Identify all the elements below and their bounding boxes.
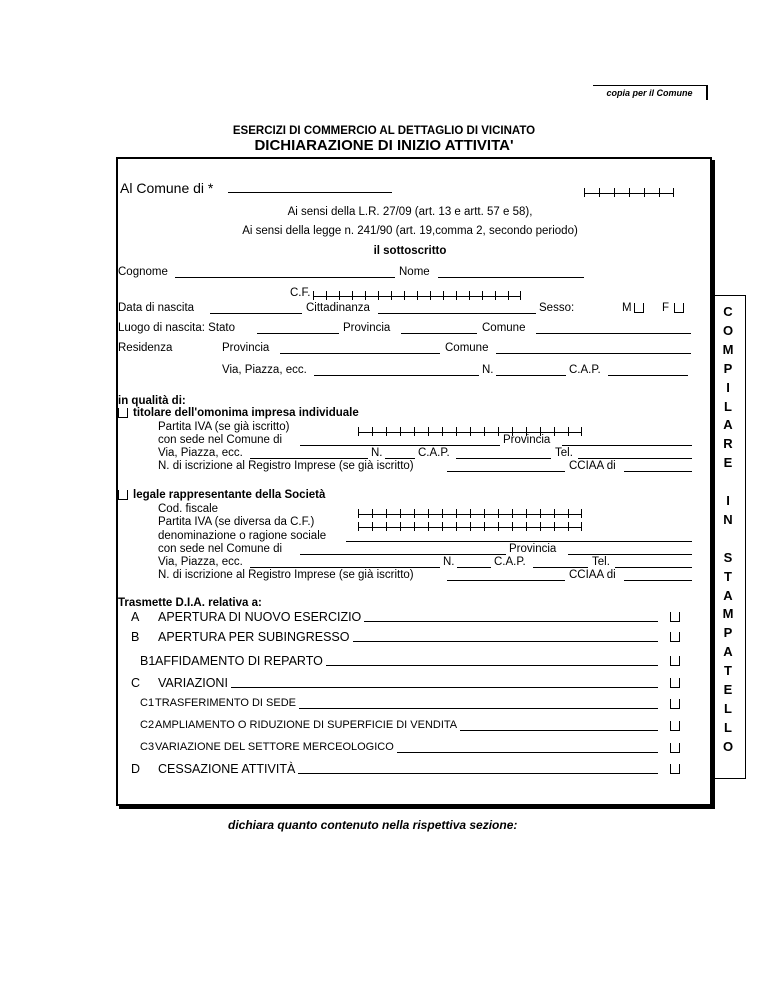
cell[interactable] <box>313 291 326 300</box>
societa-via-label: Via, Piazza, ecc. <box>158 556 243 568</box>
form-title: DICHIARAZIONE DI INIZIO ATTIVITA' <box>254 137 514 154</box>
cell[interactable] <box>584 188 599 197</box>
sesso-label: Sesso: <box>539 302 575 314</box>
luogo-comune-label: Comune <box>482 322 526 334</box>
cell[interactable] <box>352 291 365 300</box>
legale-checkbox[interactable] <box>118 490 128 500</box>
side-letter: T <box>724 568 732 584</box>
societa-iscrizione-label: N. di iscrizione al Registro Imprese (se già iscritto) <box>158 569 414 581</box>
denominazione-label: denominazione o ragione sociale <box>158 530 327 542</box>
dia-item-line <box>460 719 658 731</box>
titolare-tel-label: Tel. <box>555 447 573 459</box>
dia-item-label: APERTURA DI NUOVO ESERCIZIO <box>158 610 362 624</box>
side-letter: L <box>724 398 732 414</box>
data-nascita-label: Data di nascita <box>118 302 195 314</box>
societa-sede-label: con sede nel Comune di <box>158 543 283 555</box>
dia-item-code: B <box>131 630 140 644</box>
side-letter: I <box>726 493 730 508</box>
sesso-f-label: F <box>662 302 670 314</box>
cognome-input[interactable] <box>175 266 395 278</box>
dia-item-label: VARIAZIONI <box>158 676 228 690</box>
societa-tel-label: Tel. <box>592 556 610 568</box>
dia-item-line <box>364 610 658 622</box>
sottoscritto-heading: il sottoscritto <box>373 245 447 257</box>
side-letter: N <box>723 511 733 527</box>
cell[interactable] <box>470 509 484 518</box>
cell[interactable] <box>417 291 430 300</box>
side-letter: L <box>724 719 732 735</box>
residenza-label: Residenza <box>118 342 173 354</box>
dia-item-checkbox[interactable] <box>670 764 680 774</box>
titolare-cap-input[interactable] <box>456 447 551 459</box>
societa-cap-label: C.A.P. <box>494 556 526 568</box>
cell[interactable] <box>554 509 568 518</box>
societa-cciaa-input[interactable] <box>624 569 692 581</box>
cell[interactable] <box>428 509 442 518</box>
cell[interactable] <box>482 291 495 300</box>
titolare-n-input[interactable] <box>385 447 415 459</box>
side-letter: P <box>723 360 733 376</box>
luogo-provincia-input[interactable] <box>401 322 477 334</box>
cell[interactable] <box>400 509 414 518</box>
cell[interactable] <box>568 509 582 518</box>
cell[interactable] <box>386 509 400 518</box>
titolare-label: titolare dell'omonima impresa individuale <box>133 407 359 419</box>
cell[interactable] <box>484 509 498 518</box>
titolare-iscrizione-input[interactable] <box>447 460 565 472</box>
cell[interactable] <box>326 291 339 300</box>
cell[interactable] <box>629 188 644 197</box>
side-letter: O <box>722 738 734 754</box>
legal-ref-1: Ai sensi della L.R. 27/09 (art. 13 e artt. 57 e 58), <box>287 206 533 218</box>
dia-item-checkbox[interactable] <box>670 612 680 622</box>
side-letter: R <box>723 436 733 452</box>
residenza-provincia-input[interactable] <box>280 342 440 354</box>
dia-item-code: C <box>131 676 141 690</box>
luogo-stato-input[interactable] <box>257 322 339 334</box>
dia-item-code: C1 <box>140 697 155 709</box>
side-letter: S <box>723 549 733 565</box>
societa-cciaa-label: CCIAA di <box>569 569 616 581</box>
residenza-cap-input[interactable] <box>608 364 688 376</box>
dia-item-label: VARIAZIONE DEL SETTORE MERCEOLOGICO <box>155 741 394 753</box>
side-letter: T <box>724 663 732 679</box>
cell[interactable] <box>442 509 456 518</box>
cell[interactable] <box>599 188 614 197</box>
luogo-stato-label: Luogo di nascita: Stato <box>118 322 235 334</box>
copy-label: copia per il Comune <box>593 85 708 100</box>
side-letter: M <box>722 606 734 622</box>
residenza-via-label: Via, Piazza, ecc. <box>222 364 307 376</box>
dia-item-checkbox[interactable] <box>670 632 680 642</box>
sesso-f-checkbox[interactable] <box>674 303 684 313</box>
titolare-n-label: N. <box>371 447 383 459</box>
dia-item-line <box>397 741 658 753</box>
residenza-provincia-label: Provincia <box>222 342 270 354</box>
societa-piva-label: Partita IVA (se diversa da C.F.) <box>158 516 315 528</box>
cittadinanza-label: Cittadinanza <box>306 302 370 314</box>
societa-cf-label: Cod. fiscale <box>158 503 219 515</box>
dia-item-line <box>231 676 658 688</box>
cell[interactable] <box>508 291 521 300</box>
comune-code-cells[interactable] <box>584 184 674 202</box>
residenza-via-input[interactable] <box>314 364 479 376</box>
dia-item-line <box>353 630 659 642</box>
dia-item-line <box>326 654 658 666</box>
cell[interactable] <box>339 291 352 300</box>
side-letter: P <box>723 625 733 641</box>
titolare-cciaa-label: CCIAA di <box>569 460 616 472</box>
titolare-cciaa-input[interactable] <box>624 460 692 472</box>
side-letter: A <box>723 587 733 603</box>
dia-item-line <box>299 697 658 709</box>
dia-item-code: C2 <box>140 719 155 731</box>
titolare-provincia-input[interactable] <box>562 434 692 446</box>
legal-ref-2: Ai sensi della legge n. 241/90 (art. 19,comma 2, secondo periodo) <box>242 225 578 237</box>
residenza-n-label: N. <box>482 364 494 376</box>
dia-item-code: D <box>131 762 141 776</box>
nome-label: Nome <box>399 266 430 278</box>
side-letter: E <box>723 455 733 471</box>
societa-iscrizione-input[interactable] <box>447 569 565 581</box>
comune-label: Al Comune di * <box>120 180 214 196</box>
cell[interactable] <box>404 291 417 300</box>
dia-item-checkbox[interactable] <box>670 721 680 731</box>
cell[interactable] <box>540 509 554 518</box>
footer-text: dichiara quanto contenuto nella rispettiva sezione: <box>228 818 518 832</box>
societa-provincia-input[interactable] <box>568 543 692 555</box>
dia-item-code: C3 <box>140 741 155 753</box>
cell[interactable] <box>365 291 378 300</box>
dia-item-code: B1 <box>140 654 156 668</box>
cell[interactable] <box>414 509 428 518</box>
dia-item-checkbox[interactable] <box>670 678 680 688</box>
sesso-m-checkbox[interactable] <box>634 303 644 313</box>
side-letter: A <box>723 644 733 660</box>
cell[interactable] <box>378 291 391 300</box>
denominazione-input[interactable] <box>346 530 692 542</box>
side-letter: E <box>723 682 733 697</box>
trasmette-heading: Trasmette D.I.A. relativa a: <box>118 597 262 609</box>
cell[interactable] <box>358 509 372 518</box>
side-letter: O <box>722 322 734 338</box>
dia-item-checkbox[interactable] <box>670 743 680 753</box>
residenza-comune-input[interactable] <box>496 342 691 354</box>
cell[interactable] <box>443 291 456 300</box>
cell[interactable] <box>430 291 443 300</box>
titolare-sede-input[interactable] <box>300 434 500 446</box>
luogo-comune-input[interactable] <box>536 322 691 334</box>
qualita-heading: in qualità di: <box>118 395 186 407</box>
residenza-comune-label: Comune <box>445 342 489 354</box>
dia-item-checkbox[interactable] <box>670 656 680 666</box>
societa-tel-input[interactable] <box>615 556 692 568</box>
side-letter: I <box>726 379 730 395</box>
societa-provincia-label: Provincia <box>509 543 557 555</box>
cell[interactable] <box>456 509 470 518</box>
societa-n-input[interactable] <box>457 556 491 568</box>
data-nascita-input[interactable] <box>210 302 302 314</box>
cell[interactable] <box>526 509 540 518</box>
cell[interactable] <box>391 291 404 300</box>
societa-n-label: N. <box>443 556 455 568</box>
legale-label: legale rappresentante della Società <box>133 489 326 501</box>
cf-label: C.F. <box>290 287 311 299</box>
side-instruction <box>710 295 746 779</box>
dia-item-line <box>298 762 658 774</box>
dia-item-label: CESSAZIONE ATTIVITÀ <box>158 762 296 776</box>
dia-item-label: AMPLIAMENTO O RIDUZIONE DI SUPERFICIE DI VENDITA <box>155 719 458 731</box>
cell[interactable] <box>456 291 469 300</box>
dia-item-checkbox[interactable] <box>670 699 680 709</box>
titolare-via-label: Via, Piazza, ecc. <box>158 447 243 459</box>
cell[interactable] <box>644 188 659 197</box>
residenza-n-input[interactable] <box>496 364 566 376</box>
cell[interactable] <box>469 291 482 300</box>
sesso-m-label: M <box>622 302 632 314</box>
societa-sede-input[interactable] <box>300 543 506 555</box>
titolare-via-input[interactable] <box>250 447 368 459</box>
residenza-cap-label: C.A.P. <box>569 364 601 376</box>
side-letter: L <box>724 700 732 716</box>
titolare-tel-input[interactable] <box>578 447 692 459</box>
dia-item-label: TRASFERIMENTO DI SEDE <box>155 697 296 709</box>
cell[interactable] <box>659 188 674 197</box>
societa-via-input[interactable] <box>250 556 440 568</box>
titolare-cap-label: C.A.P. <box>418 447 450 459</box>
cell[interactable] <box>614 188 629 197</box>
titolare-iscrizione-label: N. di iscrizione al Registro Imprese (se già iscritto) <box>158 460 414 472</box>
luogo-provincia-label: Provincia <box>343 322 391 334</box>
dia-item-label: APERTURA PER SUBINGRESSO <box>158 630 350 644</box>
cittadinanza-input[interactable] <box>378 302 536 314</box>
cell[interactable] <box>495 291 508 300</box>
societa-cap-input[interactable] <box>533 556 588 568</box>
cognome-label: Cognome <box>118 266 168 278</box>
cell[interactable] <box>372 509 386 518</box>
side-letter: C <box>723 304 733 319</box>
form-subtitle: ESERCIZI DI COMMERCIO AL DETTAGLIO DI VICINATO <box>232 125 536 137</box>
titolare-provincia-label: Provincia <box>503 434 551 446</box>
titolare-piva-label: Partita IVA (se già iscritto) <box>158 421 290 433</box>
cell[interactable] <box>512 509 526 518</box>
nome-input[interactable] <box>438 266 584 278</box>
titolare-checkbox[interactable] <box>118 408 128 418</box>
titolare-sede-label: con sede nel Comune di <box>158 434 283 446</box>
side-letter: M <box>722 341 734 357</box>
comune-input[interactable] <box>228 181 392 193</box>
dia-item-code: A <box>131 610 140 624</box>
dia-item-label: AFFIDAMENTO DI REPARTO <box>155 654 323 668</box>
side-letter: A <box>723 417 733 433</box>
cell[interactable] <box>498 509 512 518</box>
